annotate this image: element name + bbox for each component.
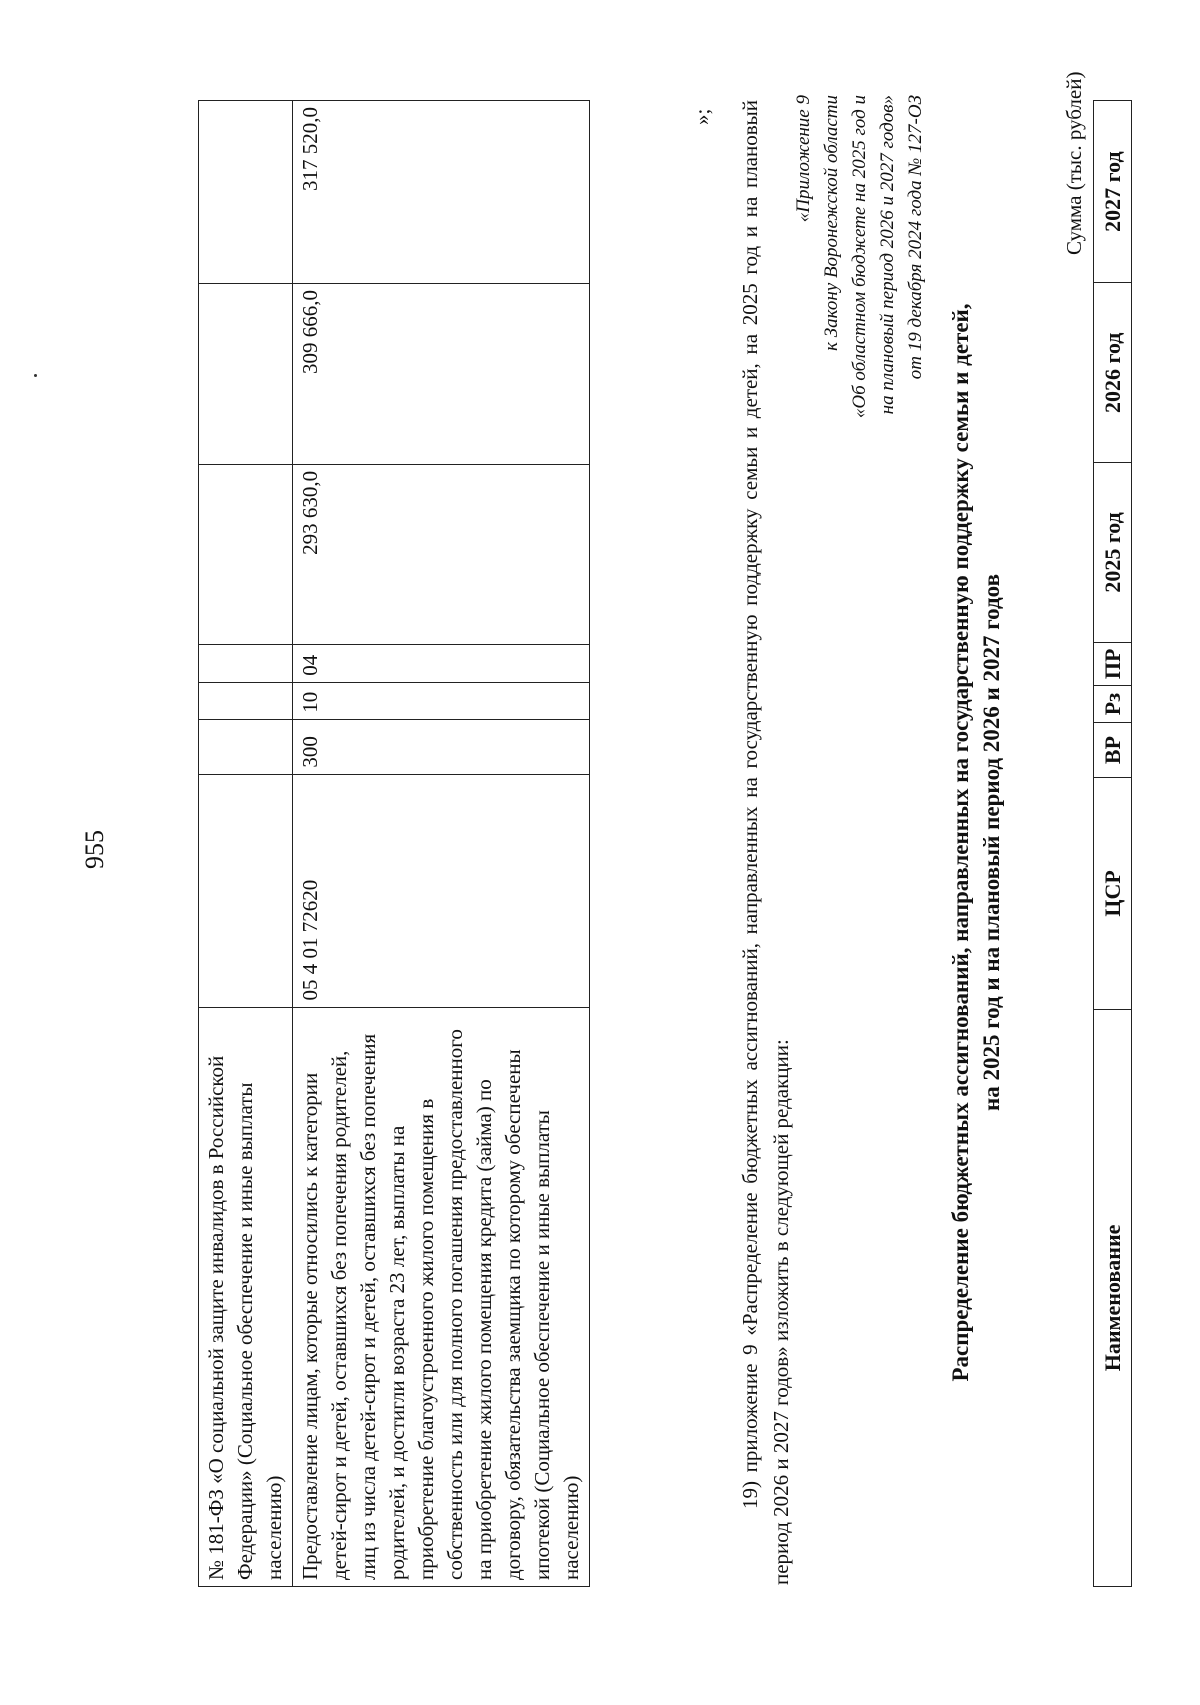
csr-cell <box>199 774 293 1007</box>
amount-2026-cell: 309 666,0 <box>293 283 590 464</box>
section-heading <box>945 100 1007 1585</box>
header-2027: 2027 год <box>1094 101 1132 283</box>
csr-cell: 05 4 01 72620 <box>293 774 590 1007</box>
units-label: Сумма (тыс. рублей) <box>1062 71 1086 255</box>
amount-2025-cell: 293 630,0 <box>293 464 590 644</box>
row-name-cell: Предоставление лицам, которые относились к категории детей-сирот и детей, оставшихся без попечения родителей, лиц из числа детей-сирот и детей, оставшихся без попечения родителей, и достигли возраста 23 лет, выплаты на приобретение благоустроенного жилого помещения в собственность или для полного погашения предоставленного на приобретение жилого помещения кредита (займа) по договору, обязательства заемщика по которому обеспечены ипотекой (Социальное обеспечение и иные выплаты населению) <box>293 1007 590 1586</box>
header-csr: ЦСР <box>1094 777 1132 1009</box>
appendix-line: от 19 декабря 2024 года № 127-ОЗ <box>905 95 926 380</box>
amount-2026-cell <box>199 283 293 464</box>
appendix-reference <box>790 95 930 605</box>
closing-quote: »; <box>690 108 714 125</box>
amount-2027-cell <box>199 101 293 284</box>
table-header-row <box>1094 101 1132 1587</box>
scan-speck <box>34 374 37 377</box>
vr-cell: 300 <box>293 719 590 774</box>
amount-2027-cell: 317 520,0 <box>293 101 590 284</box>
heading-line: Распределение бюджетных ассигнований, направленных на государственную поддержку семьи и детей, <box>948 303 973 1382</box>
amount-2025-cell <box>199 464 293 644</box>
page-number: 955 <box>80 830 109 869</box>
header-2025: 2025 год <box>1094 463 1132 642</box>
rz-cell <box>199 682 293 719</box>
pr-cell <box>199 644 293 682</box>
appendix-line: «Приложение 9 <box>793 95 814 223</box>
table-row <box>199 101 293 1587</box>
amendment-paragraph <box>735 100 797 1585</box>
row-name-cell: № 181-ФЗ «О социальной защите инвалидов в Российской Федерации» (Социальное обеспечение и иные выплаты населению) <box>199 1007 293 1586</box>
heading-line: на 2025 год и на плановый период 2026 и 2027 годов <box>979 574 1004 1111</box>
table-row <box>293 101 590 1587</box>
header-name: Наименование <box>1094 1009 1132 1586</box>
header-vr: ВР <box>1094 723 1132 778</box>
rz-cell: 10 <box>293 682 590 719</box>
pr-cell: 04 <box>293 644 590 682</box>
budget-table-header <box>1093 100 1132 1587</box>
appendix-line: «Об областном бюджете на 2025 год и <box>849 95 870 419</box>
budget-table-continuation <box>198 100 590 1587</box>
header-rz: Рз <box>1094 686 1132 723</box>
vr-cell <box>199 719 293 774</box>
header-2026: 2026 год <box>1094 283 1132 463</box>
header-pr: ПР <box>1094 642 1132 686</box>
amendment-text: 19) приложение 9 «Распределение бюджетных ассигнований, направленных на государственную поддержку семьи и детей, на 2025 год и на плановый период 2026 и 2027 годов» изложить в следующей редакции: <box>738 100 793 1585</box>
appendix-line: к Закону Воронежской области <box>821 95 842 351</box>
appendix-line: на плановый период 2026 и 2027 годов» <box>877 95 898 415</box>
